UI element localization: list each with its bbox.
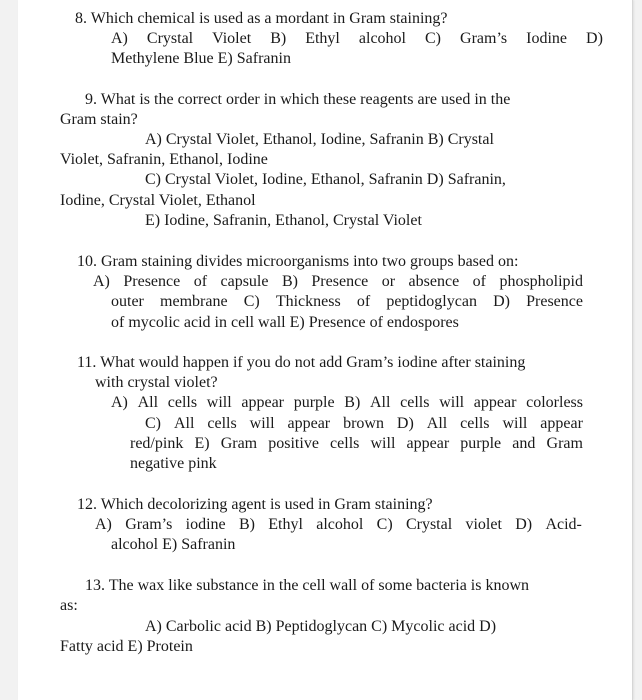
word: will <box>439 394 465 411</box>
word: Ethyl <box>305 30 340 47</box>
q13-stem-line2: as: <box>60 597 78 614</box>
word: A) <box>111 394 128 411</box>
q13-stem-line1: 13. The wax like substance in the cell wall of some bacteria is known <box>85 577 530 594</box>
word: of <box>193 273 208 290</box>
word: Crystal <box>146 30 194 47</box>
word: cells <box>330 435 360 452</box>
word: appear <box>241 394 285 411</box>
word: C) <box>145 415 161 432</box>
word: appear <box>406 435 450 452</box>
word: alcohol <box>358 30 406 47</box>
q9-option-line4: Iodine, Crystal Violet, Ethanol <box>60 192 256 209</box>
word: brown <box>343 415 384 432</box>
q11-option-line1 <box>111 393 583 413</box>
document-page <box>18 0 633 700</box>
word: E) <box>194 435 210 452</box>
word: C) <box>376 516 393 533</box>
word: Thickness <box>275 293 341 310</box>
word: Presence <box>311 273 369 290</box>
q9-stem-line2: Gram stain? <box>60 111 138 128</box>
q8-options-line1 <box>111 29 603 49</box>
word: B) <box>238 516 255 533</box>
word: Gram’s <box>125 516 173 533</box>
word: positive <box>268 435 319 452</box>
q12-option-line1 <box>95 515 582 535</box>
word: A) <box>93 273 110 290</box>
q11-stem-line2: with crystal violet? <box>95 374 218 391</box>
word: iodine <box>185 516 226 533</box>
q10-option-line3: of mycolic acid in cell wall E) Presence of endospores <box>111 314 459 331</box>
word: will <box>370 435 396 452</box>
word: Presence <box>123 273 181 290</box>
word: red/pink <box>130 435 184 452</box>
q12-stem: 12. Which decolorizing agent is used in Gram staining? <box>77 496 433 513</box>
q8-stem: 8. Which chemical is used as a mordant in Gram staining? <box>75 10 448 27</box>
word: D) <box>493 293 510 310</box>
word: cells <box>400 394 430 411</box>
word: will <box>206 394 232 411</box>
word: peptidoglycan <box>386 293 477 310</box>
word: Gram’s <box>460 30 508 47</box>
word: A) <box>111 30 128 47</box>
q9-option-line1: A) Crystal Violet, Ethanol, Iodine, Safranin B) Crystal <box>145 131 494 148</box>
word: appear <box>287 415 331 432</box>
q12-option-line2: alcohol E) Safranin <box>111 536 236 553</box>
word: C) <box>243 293 260 310</box>
word: Violet <box>212 30 252 47</box>
word: outer <box>111 293 144 310</box>
word: D) <box>396 415 414 432</box>
word: purple <box>460 435 502 452</box>
q10-stem: 10. Gram staining divides microorganisms into two groups based on: <box>77 253 519 270</box>
q9-option-line3: C) Crystal Violet, Iodine, Ethanol, Safranin D) Safranin, <box>145 171 506 188</box>
q9-option-line2: Violet, Safranin, Ethanol, Iodine <box>60 151 268 168</box>
word: cells <box>167 394 198 411</box>
word: alcohol <box>316 516 364 533</box>
q11-option-line3 <box>130 434 583 454</box>
word: B) <box>281 273 298 290</box>
word: cells <box>460 415 490 432</box>
word: phospholipid <box>499 273 583 290</box>
word: violet <box>465 516 502 533</box>
word: colorless <box>526 394 583 411</box>
q9-stem-line1: 9. What is the correct order in which these reagents are used in the <box>85 91 511 108</box>
word: and <box>512 435 536 452</box>
word: All <box>173 415 195 432</box>
q11-option-line2 <box>145 414 583 434</box>
word: Gram <box>546 435 583 452</box>
word: will <box>502 415 528 432</box>
word: All <box>426 415 448 432</box>
q9-option-line5: E) Iodine, Safranin, Ethanol, Crystal Violet <box>145 212 422 229</box>
word: D) <box>586 30 603 47</box>
word: Iodine <box>526 30 568 47</box>
word: A) <box>95 516 112 533</box>
word: All <box>370 394 391 411</box>
word: capsule <box>220 273 269 290</box>
q10-option-line1 <box>93 272 583 292</box>
q13-option-line1: A) Carbolic acid B) Peptidoglycan C) Mycolic acid D) <box>145 618 497 635</box>
word: appear <box>473 394 517 411</box>
word: of <box>472 273 486 290</box>
word: appear <box>540 415 583 432</box>
word: of <box>356 293 371 310</box>
word: Crystal <box>405 516 453 533</box>
word: Presence <box>526 293 583 310</box>
q11-option-line4: negative pink <box>130 455 217 472</box>
word: C) <box>425 30 441 47</box>
word: purple <box>293 394 335 411</box>
word: Ethyl <box>268 516 303 533</box>
word: absence <box>408 273 460 290</box>
q8-options-line2: Methylene Blue E) Safranin <box>111 50 291 67</box>
q11-stem-line1: 11. What would happen if you do not add Gram’s iodine after staining <box>77 354 526 371</box>
word: B) <box>270 30 287 47</box>
word: D) <box>515 516 533 533</box>
word: membrane <box>160 293 228 310</box>
q13-option-line2: Fatty acid E) Protein <box>60 638 193 655</box>
word: B) <box>344 394 361 411</box>
word: Gram <box>220 435 258 452</box>
word: cells <box>207 415 237 432</box>
word: Acid- <box>545 516 582 533</box>
word: All <box>137 394 159 411</box>
word: or <box>381 273 396 290</box>
q10-option-line2 <box>111 292 583 312</box>
word: will <box>249 415 275 432</box>
